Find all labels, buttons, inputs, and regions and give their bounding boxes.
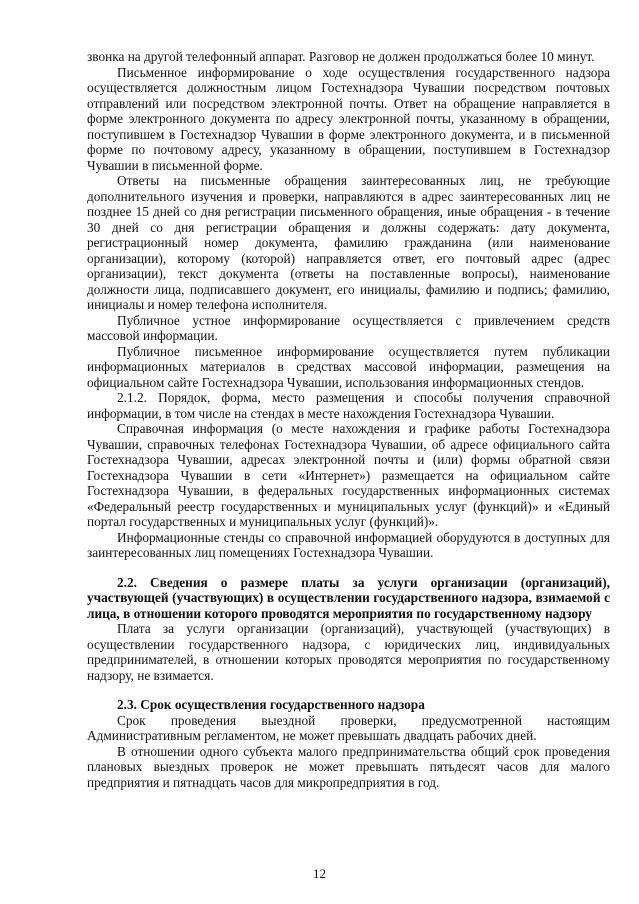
section-spacer — [87, 683, 610, 697]
paragraph-2-1-2: 2.1.2. Порядок, форма, место размещения и способы получения справочной информации, в том числе на стендах в месте нахождения Гостехнадзора Чувашии. — [87, 390, 610, 421]
section-2-3-heading: 2.3. Срок осуществления государственного надзора — [117, 697, 425, 712]
paragraph-reference-information: Справочная информация (о месте нахождения и графике работы Гостехнадзора Чувашии, справочных телефонах Гостехнадзора Чувашии, об адресе официального сайта Гостехнадзора Чувашии, адресах электронной почты и (или) формы обратной связи Гостехнадзора Чувашии в сети «Интернет») размещается на официальном сайте Гостехнадзора Чувашии, в федеральных государственных информационных системах «Федеральный реестр государственных и муниципальных услуг (функций)» и «Единый портал государственных и муниципальных услуг (функций)». — [87, 421, 610, 529]
paragraph-public-oral-informing: Публичное устное информирование осуществляется с привлечением средств массовой информации. — [87, 312, 610, 343]
section-2-3-paragraph-1: Срок проведения выездной проверки, предусмотренной настоящим Административным регламентом, не может превышать двадцать рабочих дней. — [87, 712, 610, 743]
section-2-2-body: Плата за услуги организации (организаций), участвующей (участвующих) в осуществлении государственного надзора, с юридических лиц, индивидуальных предпринимателей, в отношении которых проводятся мероприятия по государственному надзору, не взимается. — [87, 621, 610, 683]
document-page — [87, 49, 610, 790]
paragraph-written-informing: Письменное информирование о ходе осуществления государственного надзора осуществляется должностным лицом Гостехнадзора Чувашии посредством почтовых отправлений или посредством электронной почты. Ответ на обращение направляется в форме электронного документа по адресу электронной почты, указанному в обращении, поступившем в Гостехнадзор Чувашии в форме электронного документа, и в письменной форме по почтовому адресу, указанному в обращении, поступившем в Гостехнадзор Чувашии в письменной форме. — [87, 64, 610, 173]
section-2-2-heading: 2.2. Сведения о размере платы за услуги организации (организаций), участвующей (участвующих) в осуществлении государственного надзора, взимаемой с лица, в отношении которого проводятся мероприятия по государственному надзору — [87, 574, 610, 621]
paragraph-public-written-informing: Публичное письменное информирование осуществляется путем публикации информационных материалов в средствах массовой информации, размещения на официальном сайте Гостехнадзора Чувашии, использования информационных стендов. — [87, 343, 610, 390]
section-spacer — [87, 561, 610, 575]
paragraph-answers-to-requests: Ответы на письменные обращения заинтересованных лиц, не требующие дополнительного изучения и проверки, направляются в адрес заинтересованных лиц не позднее 15 дней со дня регистрации письменного обращения, иные обращения - в течение 30 дней со дня регистрации обращения и должны содержать: дату документа, регистрационный номер документа, фамилию гражданина (или наименование организации), которому (которой) направляется ответ, его почтовый адрес (адрес организации), текст документа (ответы на поставленные вопросы), наименование должности лица, подписавшего документ, его инициалы, фамилию и подпись; фамилию, инициалы и номер телефона исполнителя. — [87, 173, 610, 312]
page-number: 12 — [313, 866, 326, 881]
paragraph-information-stands: Информационные стенды со справочной информацией оборудуются в доступных для заинтересованных лиц помещениях Гостехнадзора Чувашии. — [87, 529, 610, 560]
paragraph-continuation: звонка на другой телефонный аппарат. Разговор не должен продолжаться более 10 минут. — [87, 49, 595, 64]
section-2-3-paragraph-2: В отношении одного субъекта малого предпринимательства общий срок проведения плановых выездных проверок не может превышать пятьдесят часов для малого предприятия и пятнадцать часов для микропредприятия в год. — [87, 743, 610, 790]
